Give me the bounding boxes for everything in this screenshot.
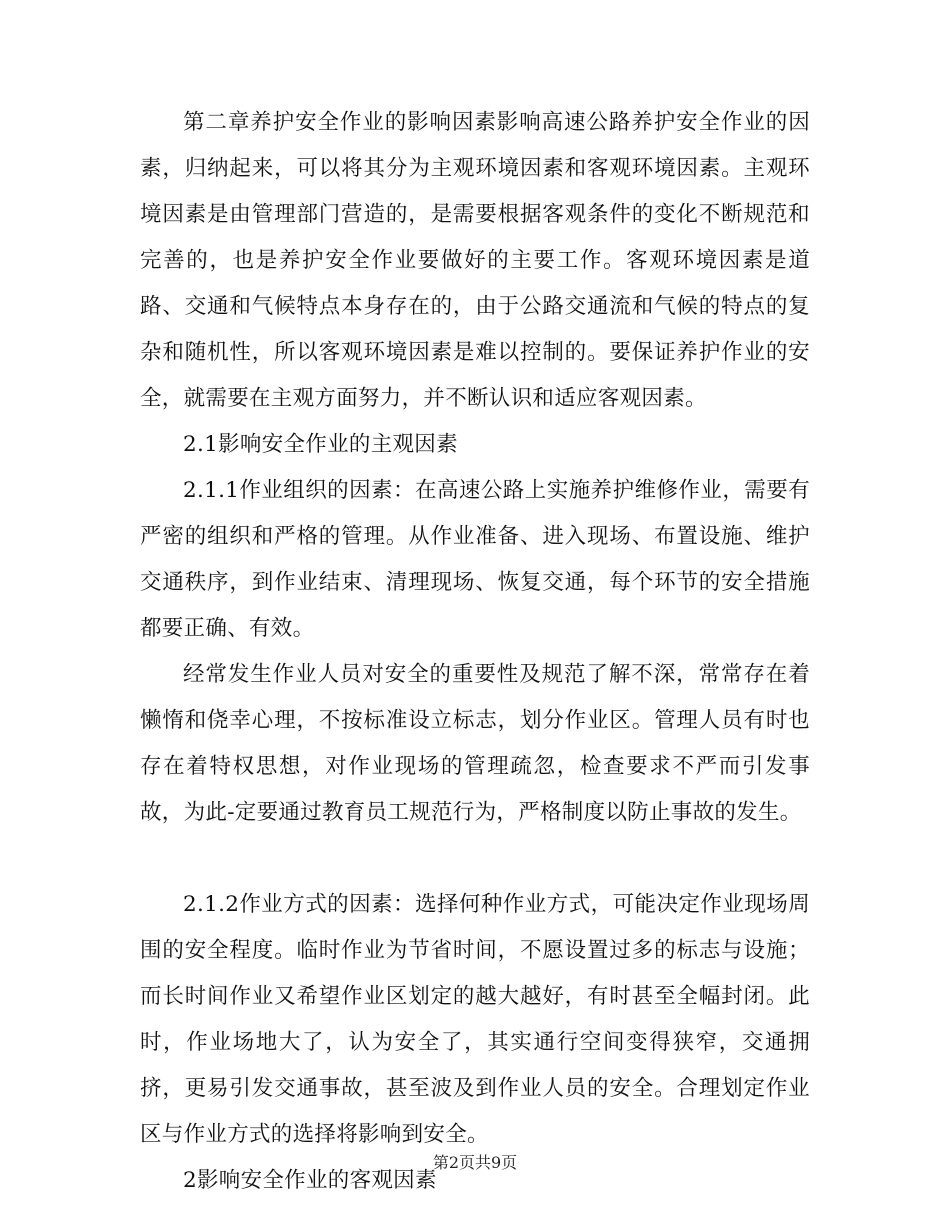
paragraph-work-organization: 2.1.1作业组织的因素：在高速公路上实施养护维修作业，需要有严密的组织和严格的管理。从作业准备、进入现场、布置设施、维护交通秩序，到作业结束、清理现场、恢复交通，每个环节的安全措施都要正确、有效。 <box>140 478 810 641</box>
page-number-footer: 第2页共9页 <box>432 1153 518 1172</box>
document-body <box>140 100 810 1204</box>
paragraph-work-method: 2.1.2作业方式的因素：选择何种作业方式，可能决定作业现场周围的安全程度。临时作业为节省时间，不愿设置过多的标志与设施；而长时间作业又希望作业区划定的越大越好，有时甚至全幅封闭。此时，作业场地大了，认为安全了，其实通行空间变得狭窄，交通拥挤，更易引发交通事故，甚至波及到作业人员的安全。合理划定作业区与作业方式的选择将影响到安全。 <box>140 892 810 1147</box>
section-heading-subjective-factors: 2.1影响安全作业的主观因素 <box>183 432 458 457</box>
paragraph-chapter-intro: 第二章养护安全作业的影响因素影响高速公路养护安全作业的因素，归纳起来，可以将其分为主观环境因素和客观环境因素。主观环境因素是由管理部门营造的，是需要根据客观条件的变化不断规范和完善的，也是养护安全作业要做好的主要工作。客观环境因素是道路、交通和气候特点本身存在的，由于公路交通流和气候的特点的复杂和随机性，所以客观环境因素是难以控制的。要保证养护作业的安全，就需要在主观方面努力，并不断认识和适应客观因素。 <box>140 110 810 411</box>
section-heading-objective-factors: 2影响安全作业的客观因素 <box>183 1168 437 1193</box>
paragraph-staff-awareness: 经常发生作业人员对安全的重要性及规范了解不深，常常存在着懒惰和侥幸心理，不按标准设立标志，划分作业区。管理人员有时也存在着特权思想，对作业现场的管理疏忽，检查要求不严而引发事故，为此-定要通过教育员工规范行为，严格制度以防止事故的发生。 <box>140 662 810 825</box>
